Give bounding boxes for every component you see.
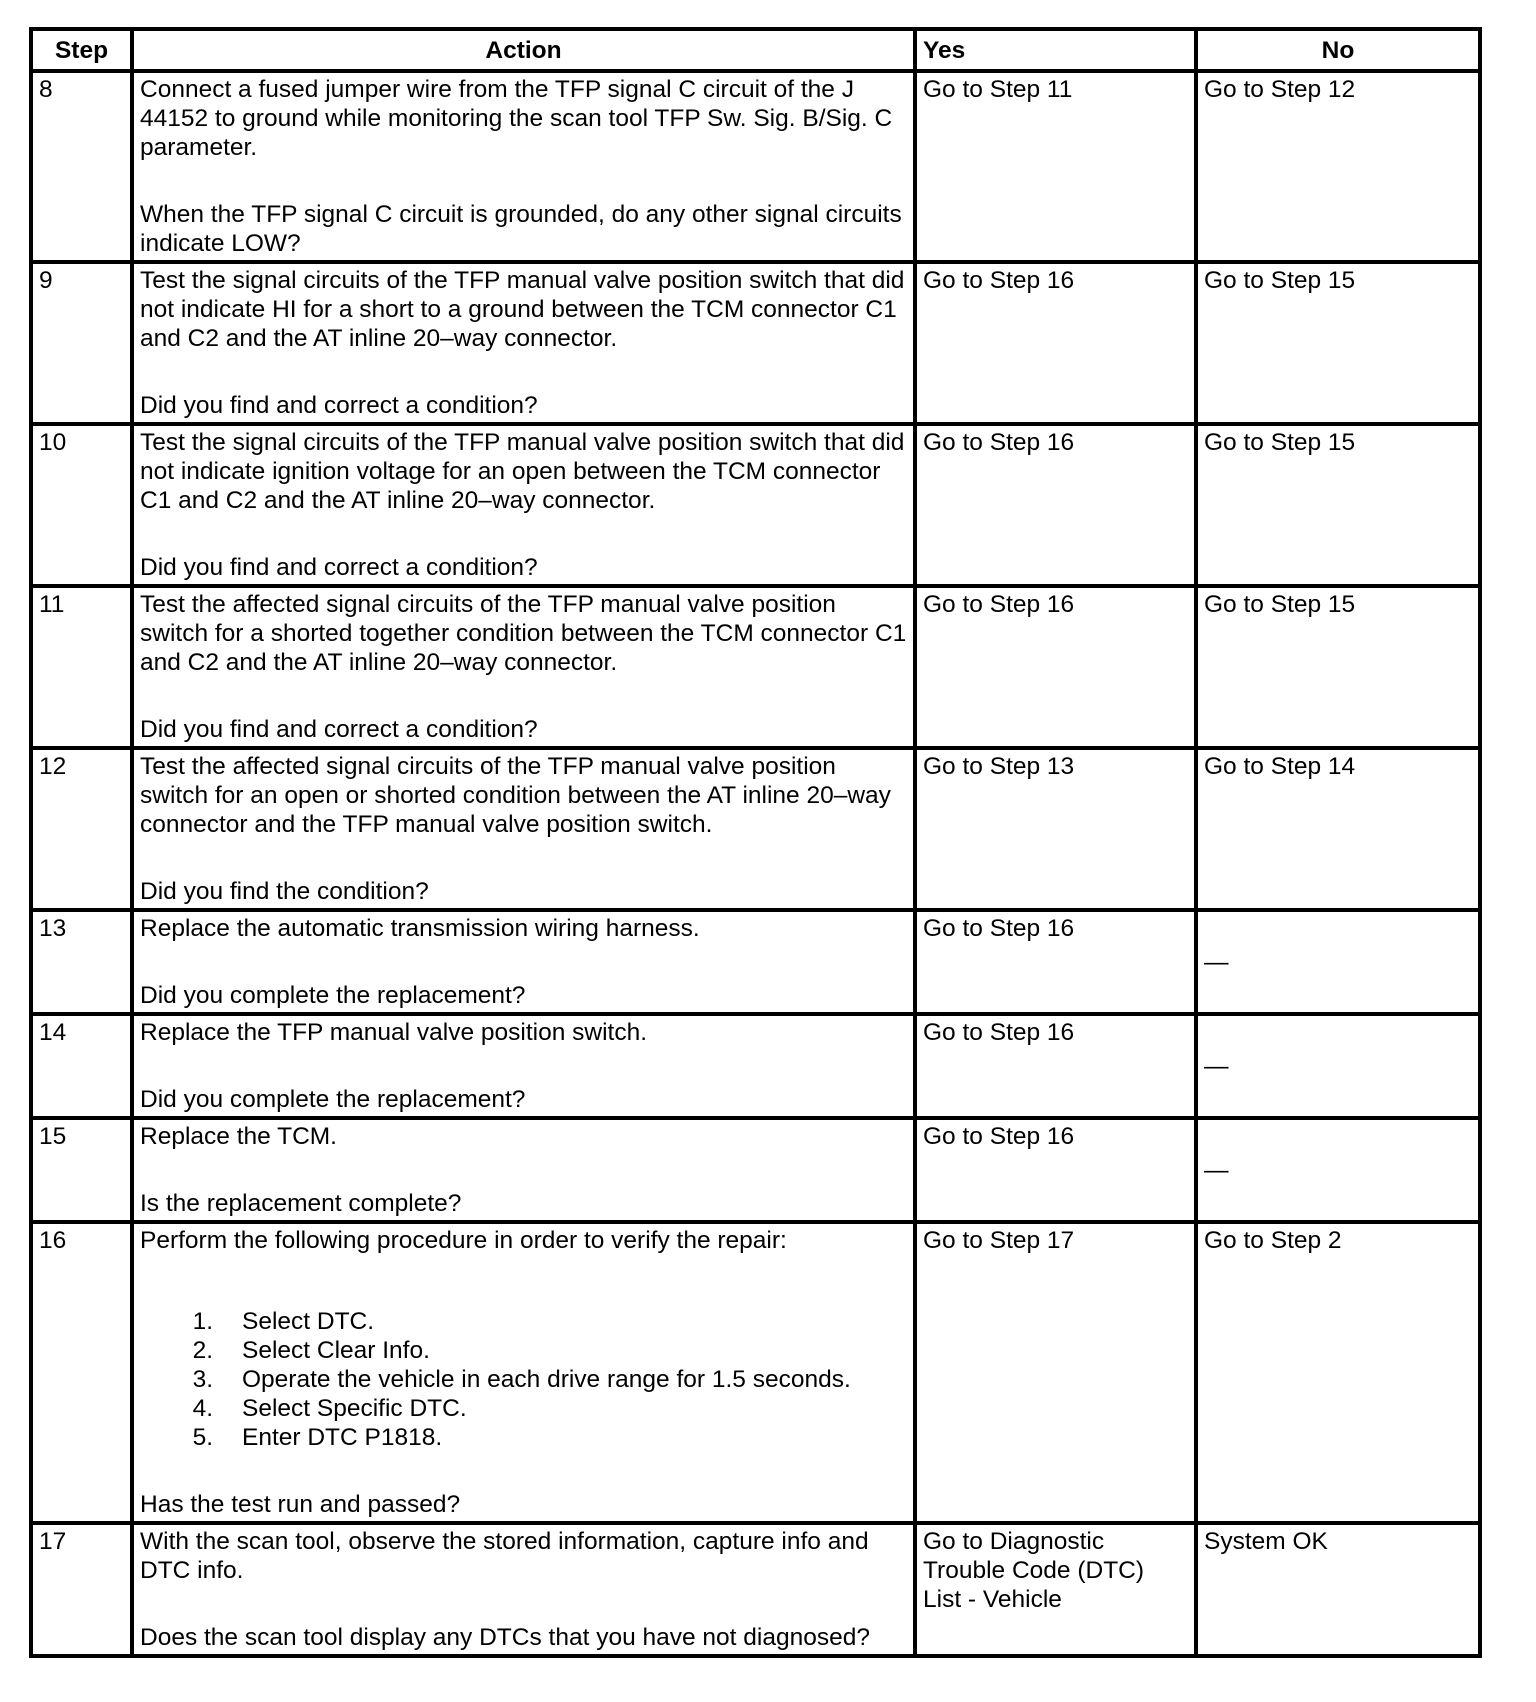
procedure-item	[140, 1336, 907, 1365]
spacer	[140, 353, 907, 391]
header-no: No	[1196, 29, 1480, 71]
yes-cell: Go to Step 16	[915, 262, 1196, 424]
step-number: 16	[31, 1222, 132, 1523]
action-text: Perform the following procedure in order to verify the repair:	[140, 1227, 787, 1254]
table-row-step-14	[31, 1014, 1480, 1118]
table-row-step-17	[31, 1523, 1480, 1656]
spacer	[140, 1047, 907, 1085]
action-cell	[132, 1222, 915, 1523]
action-question: When the TFP signal C circuit is grounded, do any other signal circuits indicate LOW?	[140, 201, 902, 257]
step-number: 8	[31, 71, 132, 262]
action-cell	[132, 910, 915, 1014]
header-action: Action	[132, 29, 915, 71]
action-question: Did you find the condition?	[140, 878, 429, 905]
step-number: 14	[31, 1014, 132, 1118]
spacer	[140, 1151, 907, 1189]
action-text: Test the affected signal circuits of the TFP manual valve position switch for an open or shorted condition between the AT inline 20–way connector and the TFP manual valve position switch.	[140, 753, 891, 838]
no-cell: Go to Step 14	[1196, 748, 1480, 910]
header-row	[31, 29, 1480, 71]
step-number: 12	[31, 748, 132, 910]
spacer	[140, 162, 907, 200]
action-question: Did you find and correct a condition?	[140, 554, 538, 581]
action-cell	[132, 262, 915, 424]
procedure-text: Select DTC.	[242, 1308, 375, 1335]
step-number: 15	[31, 1118, 132, 1222]
no-cell: Go to Step 15	[1196, 586, 1480, 748]
spacer	[140, 515, 907, 553]
yes-cell: Go to Step 16	[915, 1014, 1196, 1118]
procedure-item	[140, 1307, 907, 1336]
procedure-item	[140, 1365, 907, 1394]
yes-cell: Go to Step 16	[915, 1118, 1196, 1222]
step-number: 9	[31, 262, 132, 424]
action-cell	[132, 424, 915, 586]
action-cell	[132, 586, 915, 748]
procedure-number: 4.	[192, 1395, 213, 1422]
action-text: With the scan tool, observe the stored information, capture info and DTC info.	[140, 1528, 869, 1584]
table-row-step-15	[31, 1118, 1480, 1222]
table-row-step-16	[31, 1222, 1480, 1523]
procedure-number: 5.	[192, 1424, 213, 1451]
header-yes: Yes	[915, 29, 1196, 71]
no-cell: Go to Step 12	[1196, 71, 1480, 262]
step-number: 11	[31, 586, 132, 748]
action-text: Replace the automatic transmission wiring harness.	[140, 915, 700, 942]
action-question: Did you find and correct a condition?	[140, 392, 538, 419]
no-cell: System OK	[1196, 1523, 1480, 1656]
action-cell	[132, 1014, 915, 1118]
procedure-number: 3.	[192, 1366, 213, 1393]
diagnostic-table	[29, 27, 1482, 1658]
table-row-step-8	[31, 71, 1480, 262]
yes-cell: Go to Diagnostic Trouble Code (DTC) List - Vehicle	[915, 1523, 1196, 1656]
action-text: Replace the TCM.	[140, 1123, 337, 1150]
procedure-item	[140, 1394, 907, 1423]
action-question: Did you find and correct a condition?	[140, 716, 538, 743]
action-question: Is the replacement complete?	[140, 1190, 462, 1217]
step-number: 10	[31, 424, 132, 586]
no-cell: —	[1196, 910, 1480, 1014]
table-row-step-10	[31, 424, 1480, 586]
action-question: Did you complete the replacement?	[140, 1086, 526, 1113]
action-cell	[132, 1523, 915, 1656]
spacer	[140, 943, 907, 981]
no-cell: Go to Step 15	[1196, 424, 1480, 586]
action-text: Test the affected signal circuits of the TFP manual valve position switch for a shorted together condition between the TCM connector C1 and C2 and the AT inline 20–way connector.	[140, 591, 907, 676]
procedure-number: 1.	[192, 1308, 213, 1335]
yes-cell: Go to Step 16	[915, 586, 1196, 748]
table-row-step-13	[31, 910, 1480, 1014]
step-number: 13	[31, 910, 132, 1014]
procedure-item	[140, 1423, 907, 1452]
no-cell: Go to Step 2	[1196, 1222, 1480, 1523]
procedure-text: Enter DTC P1818.	[242, 1424, 443, 1451]
action-text: Replace the TFP manual valve position switch.	[140, 1019, 648, 1046]
procedure-text: Operate the vehicle in each drive range for 1.5 seconds.	[242, 1366, 851, 1393]
no-cell: —	[1196, 1118, 1480, 1222]
action-cell	[132, 1118, 915, 1222]
action-text: Test the signal circuits of the TFP manual valve position switch that did not indicate ignition voltage for an open between the TCM connector C1 and C2 and the AT inline 20–way connector.	[140, 429, 905, 514]
yes-cell: Go to Step 11	[915, 71, 1196, 262]
procedure-text: Select Specific DTC.	[242, 1395, 467, 1422]
yes-cell: Go to Step 16	[915, 910, 1196, 1014]
yes-cell: Go to Step 13	[915, 748, 1196, 910]
yes-cell: Go to Step 16	[915, 424, 1196, 586]
action-question: Did you complete the replacement?	[140, 982, 526, 1009]
spacer	[140, 1255, 907, 1307]
spacer	[140, 1452, 907, 1490]
action-cell	[132, 71, 915, 262]
header-step: Step	[31, 29, 132, 71]
yes-cell: Go to Step 17	[915, 1222, 1196, 1523]
no-cell: —	[1196, 1014, 1480, 1118]
action-text: Connect a fused jumper wire from the TFP signal C circuit of the J 44152 to ground while monitoring the scan tool TFP Sw. Sig. B/Sig. C parameter.	[140, 76, 893, 161]
procedure-text: Select Clear Info.	[242, 1337, 430, 1364]
action-question: Has the test run and passed?	[140, 1491, 461, 1518]
table-row-step-9	[31, 262, 1480, 424]
procedure-list	[140, 1307, 907, 1452]
action-question: Does the scan tool display any DTCs that you have not diagnosed?	[140, 1624, 870, 1651]
spacer	[140, 839, 907, 877]
step-number: 17	[31, 1523, 132, 1656]
table-row-step-11	[31, 586, 1480, 748]
table-row-step-12	[31, 748, 1480, 910]
no-cell: Go to Step 15	[1196, 262, 1480, 424]
action-text: Test the signal circuits of the TFP manual valve position switch that did not indicate HI for a short to a ground between the TCM connector C1 and C2 and the AT inline 20–way connector.	[140, 267, 905, 352]
spacer	[140, 677, 907, 715]
action-cell	[132, 748, 915, 910]
procedure-number: 2.	[192, 1337, 213, 1364]
spacer	[140, 1585, 907, 1623]
